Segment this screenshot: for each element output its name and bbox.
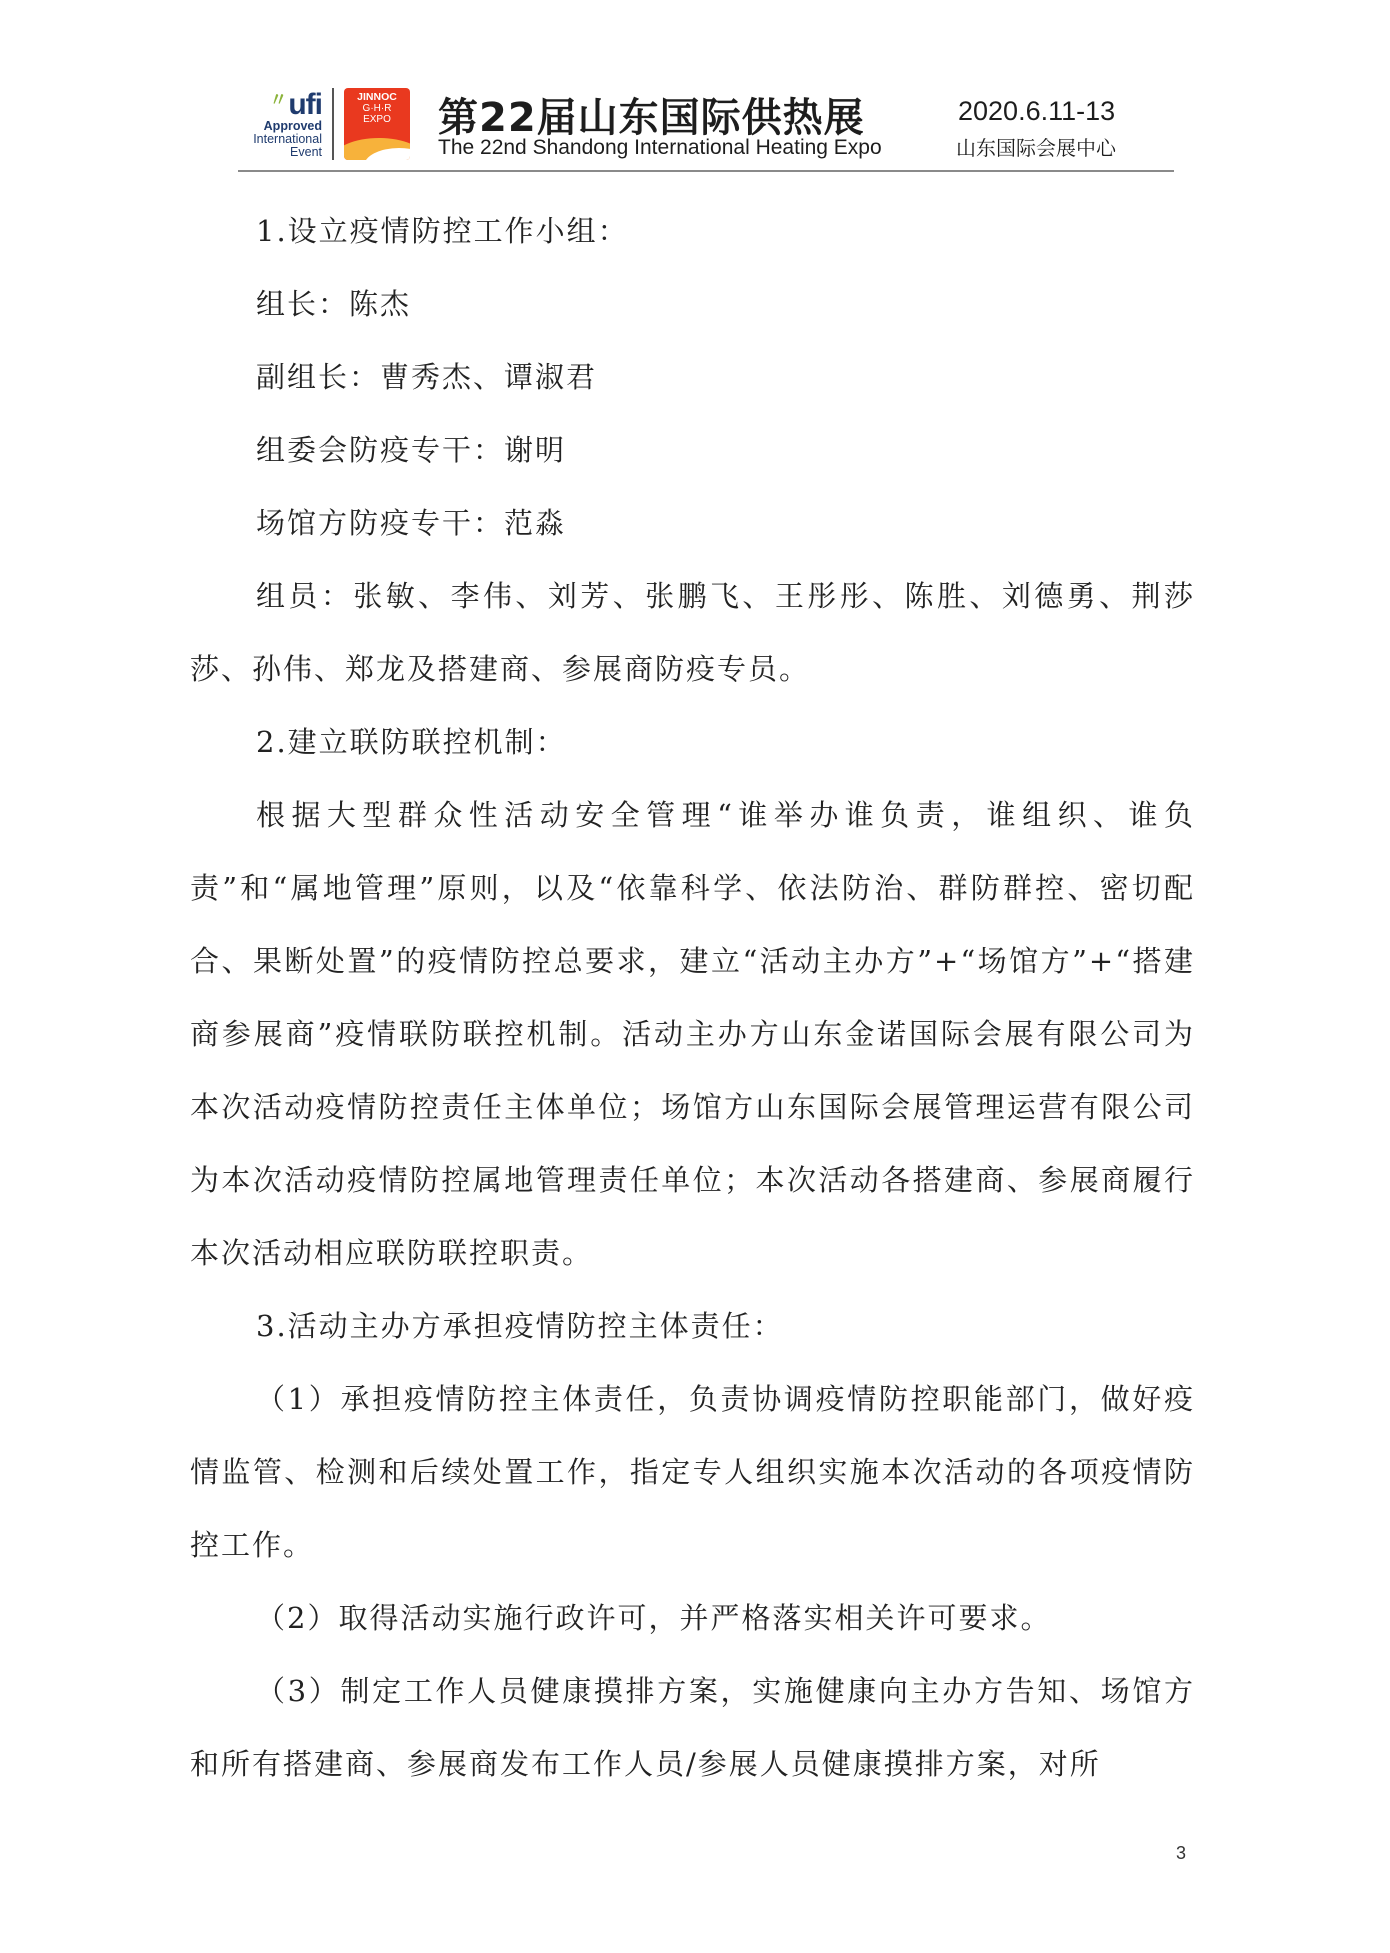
expo-date: 2020.6.11-13: [958, 96, 1116, 126]
ufi-international: International: [253, 132, 322, 146]
jinnoc-name: JINNOC: [357, 91, 397, 103]
section-heading-1: 1.设立疫情防控工作小组：: [256, 214, 629, 248]
group-leader: 组长：陈杰: [256, 287, 412, 321]
venue-officer: 场馆方防疫专干：范淼: [256, 506, 567, 540]
group-members: 组员：张敏、李伟、刘芳、张鹏飞、王彤彤、陈胜、刘德勇、荆莎莎、孙伟、郑龙及搭建商、参展商防疫专员。: [190, 579, 1195, 686]
expo-venue: 山东国际会展中心: [956, 136, 1116, 160]
deputy-leaders: 副组长：曹秀杰、谭淑君: [256, 360, 598, 394]
section-heading-3: 3.活动主办方承担疫情防控主体责任：: [256, 1309, 784, 1343]
ufi-swoosh-icon: 〃: [269, 90, 287, 110]
page-number: 3: [1176, 1843, 1187, 1863]
jinnoc-expo: EXPO: [363, 114, 391, 125]
document-body: [190, 195, 1195, 1801]
jinnoc-logo: [344, 88, 410, 160]
page-header: [238, 78, 1174, 172]
expo-title-en: The 22nd Shandong International Heating Expo: [438, 136, 882, 159]
responsibility-item-3: （3）制定工作人员健康摸排方案，实施健康向主办方告知、场馆方和所有搭建商、参展商发布工作人员/参展人员健康摸排方案，对所: [190, 1674, 1195, 1781]
ufi-approved: Approved: [263, 119, 322, 133]
responsibility-item-2: （2）取得活动实施行政许可，并严格落实相关许可要求。: [256, 1601, 1052, 1635]
committee-officer: 组委会防疫专干：谢明: [256, 433, 567, 467]
ufi-logo: [238, 90, 322, 162]
mechanism-paragraph: 根据大型群众性活动安全管理“谁举办谁负责，谁组织、谁负责”和“属地管理”原则，以及“依靠科学、依法防治、群防群控、密切配合、果断处置”的疫情防控总要求，建立“活动主办方”+“场馆方”+“搭建商参展商”疫情联防联控机制。活动主办方山东金诺国际会展有限公司为本次活动疫情防控责任主体单位；场馆方山东国际会展管理运营有限公司为本次活动疫情防控属地管理责任单位；本次活动各搭建商、参展商履行本次活动相应联防联控职责。: [190, 798, 1195, 1270]
ufi-event: Event: [290, 145, 322, 159]
expo-title-cn: 第22届山东国际供热展: [438, 95, 865, 141]
jinnoc-ghr: G·H·R: [362, 103, 392, 114]
logo-divider: [332, 88, 334, 160]
ufi-mark: ufi: [288, 88, 322, 121]
section-heading-2: 2.建立联防联控机制：: [256, 725, 567, 759]
responsibility-item-1: （1）承担疫情防控主体责任，负责协调疫情防控职能部门，做好疫情监管、检测和后续处置工作，指定专人组织实施本次活动的各项疫情防控工作。: [190, 1382, 1195, 1562]
